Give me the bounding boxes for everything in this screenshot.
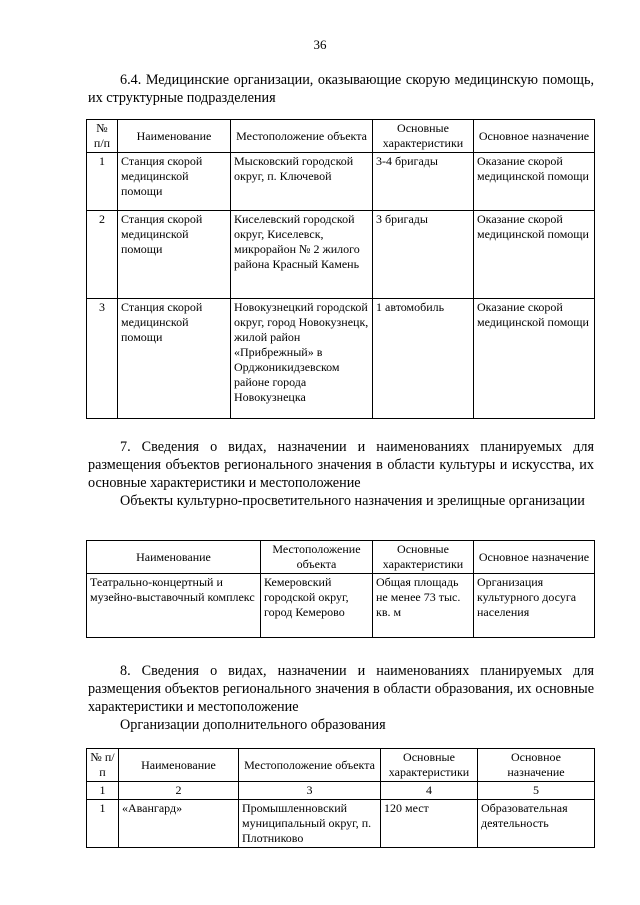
section-7-subheading: Объекты культурно-просветительного назначения и зрелищные организации xyxy=(120,493,585,509)
table-row xyxy=(87,153,595,211)
cell-purpose: Образовательная деятельность xyxy=(478,800,595,848)
table-header-row xyxy=(87,749,595,782)
table-row xyxy=(87,574,595,638)
header-purpose: Основное назначение xyxy=(474,120,595,153)
cell-characteristics: Общая площадь не менее 73 тыс. кв. м xyxy=(373,574,474,638)
cell-location: Новокузнецкий городской округ, город Новокузнецк, жилой район «Прибрежный» в Орджоникидзевском районе города Новокузнецка xyxy=(231,299,373,419)
column-number: 2 xyxy=(119,782,239,800)
table-row xyxy=(87,299,595,419)
cell-characteristics: 1 автомобиль xyxy=(373,299,474,419)
cell-purpose: Организация культурного досуга населения xyxy=(474,574,595,638)
cell-name: Театрально-концертный и музейно-выставочный комплекс xyxy=(87,574,261,638)
header-purpose: Основное назначение xyxy=(474,541,595,574)
header-number: № п/п xyxy=(87,749,119,782)
ambulance-stations-table xyxy=(86,119,595,419)
header-number: № п/п xyxy=(87,120,118,153)
column-number: 4 xyxy=(381,782,478,800)
column-number-row xyxy=(87,782,595,800)
header-purpose: Основное назначение xyxy=(478,749,595,782)
table-header-row xyxy=(87,541,595,574)
header-name: Наименование xyxy=(119,749,239,782)
column-number: 5 xyxy=(478,782,595,800)
header-name: Наименование xyxy=(118,120,231,153)
section-8-heading: 8. Сведения о видах, назначении и наименованиях планируемых для размещения объектов регионального значения в области образования, их основные характеристики и местоположение xyxy=(88,663,594,715)
cell-name: Станция скорой медицинской помощи xyxy=(118,211,231,299)
section-8-subheading: Организации дополнительного образования xyxy=(120,717,386,733)
table-row xyxy=(87,211,595,299)
cell-location: Мысковский городской округ, п. Ключевой xyxy=(231,153,373,211)
cell-name: Станция скорой медицинской помощи xyxy=(118,299,231,419)
header-location: Местоположение объекта xyxy=(261,541,373,574)
table-header-row xyxy=(87,120,595,153)
cell-location: Промышленновский муниципальный округ, п. Плотниково xyxy=(239,800,381,848)
cell-characteristics: 120 мест xyxy=(381,800,478,848)
cell-number: 3 xyxy=(87,299,118,419)
cell-characteristics: 3-4 бригады xyxy=(373,153,474,211)
table-row xyxy=(87,800,595,848)
header-characteristics: Основные характеристики xyxy=(373,120,474,153)
cell-name: Станция скорой медицинской помощи xyxy=(118,153,231,211)
header-name: Наименование xyxy=(87,541,261,574)
header-location: Местоположение объекта xyxy=(239,749,381,782)
cell-name: «Авангард» xyxy=(119,800,239,848)
cell-number: 2 xyxy=(87,211,118,299)
cell-purpose: Оказание скорой медицинской помощи xyxy=(474,211,595,299)
section-6-4-heading: 6.4. Медицинские организации, оказывающие скорую медицинскую помощь, их структурные подразделения xyxy=(88,72,594,106)
cell-location: Киселевский городской округ, Киселевск, микрорайон № 2 жилого района Красный Камень xyxy=(231,211,373,299)
cell-number: 1 xyxy=(87,800,119,848)
header-characteristics: Основные характеристики xyxy=(373,541,474,574)
header-location: Местоположение объекта xyxy=(231,120,373,153)
cell-characteristics: 3 бригады xyxy=(373,211,474,299)
cell-location: Кемеровский городской округ, город Кемерово xyxy=(261,574,373,638)
page-number: 36 xyxy=(313,37,327,52)
cell-number: 1 xyxy=(87,153,118,211)
cell-purpose: Оказание скорой медицинской помощи xyxy=(474,153,595,211)
education-objects-table xyxy=(86,748,595,848)
cell-purpose: Оказание скорой медицинской помощи xyxy=(474,299,595,419)
culture-objects-table xyxy=(86,540,595,638)
column-number: 3 xyxy=(239,782,381,800)
section-7-heading: 7. Сведения о видах, назначении и наименованиях планируемых для размещения объектов регионального значения в области культуры и искусства, их основные характеристики и местоположение xyxy=(88,439,594,491)
header-characteristics: Основные характеристики xyxy=(381,749,478,782)
column-number: 1 xyxy=(87,782,119,800)
